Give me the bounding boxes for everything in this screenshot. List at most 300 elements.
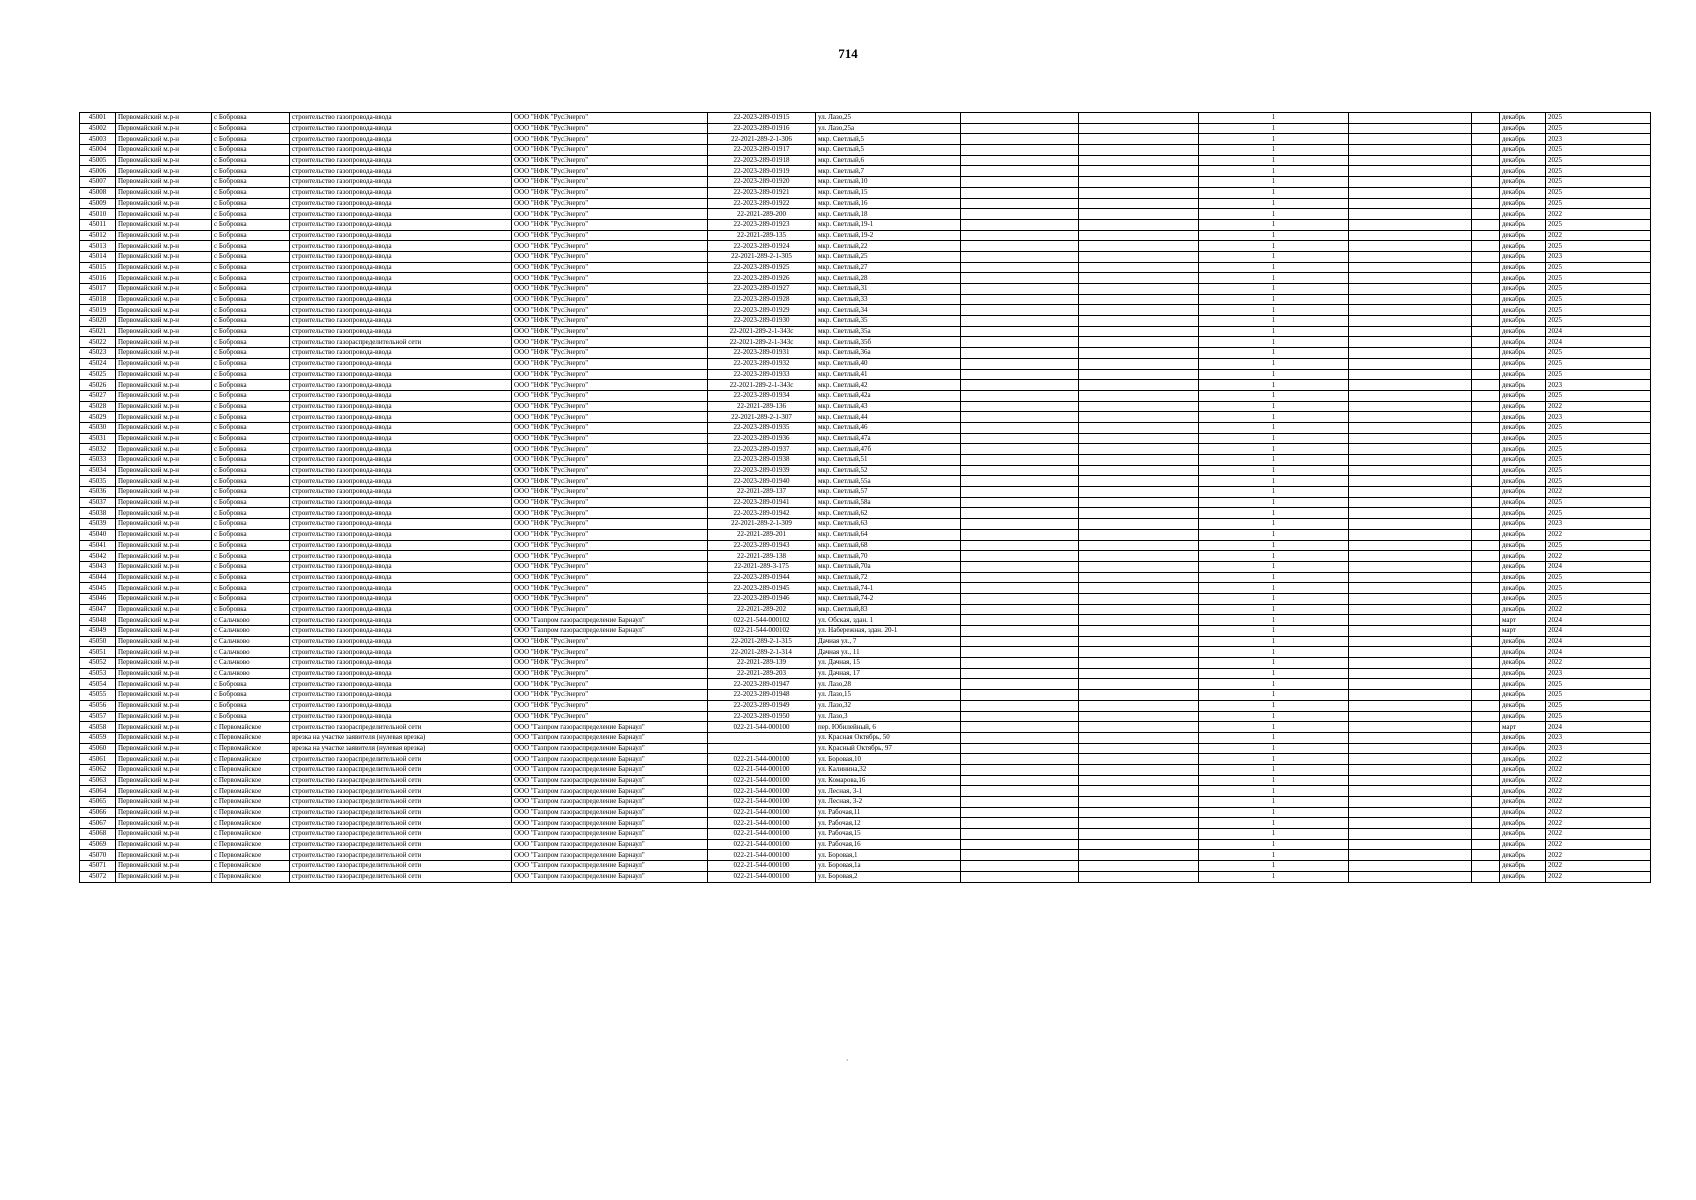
cell-col-9 [1079,829,1199,840]
cell-address: мкр. Светлый,35 [816,316,961,327]
cell-address: ул. Калинина,32 [816,764,961,775]
cell-year: 2024 [1546,326,1651,337]
cell-work-type: строительство газопровода-ввода [290,422,512,433]
cell-col-12 [1472,540,1500,551]
cell-record-id: 45013 [80,241,116,252]
cell-settlement: с Бобровка [212,326,290,337]
cell-record-id: 45071 [80,861,116,872]
cell-quantity: 1 [1199,177,1349,188]
cell-work-type: строительство газопровода-ввода [290,690,512,701]
cell-col-8 [961,850,1079,861]
cell-record-id: 45047 [80,604,116,615]
cell-year: 2025 [1546,422,1651,433]
cell-organization: ООО "НФК "РусЭнерго" [512,700,708,711]
cell-record-id: 45017 [80,284,116,295]
cell-settlement: с Сальчково [212,615,290,626]
cell-year: 2023 [1546,134,1651,145]
cell-quantity: 1 [1199,241,1349,252]
table-row [80,198,1651,209]
cell-month: декабрь [1500,636,1546,647]
cell-year: 2022 [1546,230,1651,241]
cell-work-type: строительство газопровода-ввода [290,380,512,391]
cell-month: декабрь [1500,412,1546,423]
cell-organization: ООО "Газпром газораспределение Барнаул" [512,861,708,872]
cell-quantity: 1 [1199,209,1349,220]
cell-col-11 [1349,284,1472,295]
cell-quantity: 1 [1199,583,1349,594]
cell-col-11 [1349,797,1472,808]
cell-col-9 [1079,305,1199,316]
cell-work-type: строительство газопровода-ввода [290,636,512,647]
table-row [80,219,1651,230]
cell-col-12 [1472,241,1500,252]
cell-month: декабрь [1500,732,1546,743]
cell-month: декабрь [1500,337,1546,348]
cell-month: декабрь [1500,818,1546,829]
cell-record-id: 45050 [80,636,116,647]
cell-col-12 [1472,358,1500,369]
table-row [80,807,1651,818]
cell-year: 2025 [1546,444,1651,455]
table-row [80,700,1651,711]
cell-col-11 [1349,658,1472,669]
cell-district: Первомайский м.р-н [116,497,212,508]
cell-year: 2025 [1546,123,1651,134]
cell-col-8 [961,615,1079,626]
cell-record-id: 45037 [80,497,116,508]
cell-col-9 [1079,123,1199,134]
cell-cadastral-number: 022-21-544-000100 [708,861,816,872]
cell-col-9 [1079,711,1199,722]
cell-settlement: с Бобровка [212,145,290,156]
cell-cadastral-number: 22-2023-289-01917 [708,145,816,156]
cell-cadastral-number: 22-2023-289-01937 [708,444,816,455]
cell-col-12 [1472,722,1500,733]
cell-month: декабрь [1500,540,1546,551]
cell-organization: ООО "НФК "РусЭнерго" [512,326,708,337]
cell-organization: ООО "Газпром газораспределение Барнаул" [512,722,708,733]
cell-address: мкр. Светлый,34 [816,305,961,316]
cell-district: Первомайский м.р-н [116,123,212,134]
cell-record-id: 45057 [80,711,116,722]
cell-col-11 [1349,380,1472,391]
cell-quantity: 1 [1199,551,1349,562]
cell-cadastral-number: 22-2023-289-01922 [708,198,816,209]
cell-settlement: с Бобровка [212,700,290,711]
cell-record-id: 45021 [80,326,116,337]
cell-col-11 [1349,155,1472,166]
cell-col-12 [1472,230,1500,241]
cell-month: декабрь [1500,829,1546,840]
cell-col-8 [961,433,1079,444]
cell-cadastral-number: 22-2021-289-2-1-307 [708,412,816,423]
cell-quantity: 1 [1199,326,1349,337]
cell-col-12 [1472,369,1500,380]
cell-col-9 [1079,700,1199,711]
cell-organization: ООО "Газпром газораспределение Барнаул" [512,829,708,840]
cell-organization: ООО "Газпром газораспределение Барнаул" [512,615,708,626]
cell-record-id: 45016 [80,273,116,284]
cell-quantity: 1 [1199,251,1349,262]
cell-work-type: строительство газопровода-ввода [290,219,512,230]
cell-cadastral-number: 22-2023-289-01928 [708,294,816,305]
cell-month: декабрь [1500,807,1546,818]
cell-month: декабрь [1500,422,1546,433]
cell-col-11 [1349,850,1472,861]
cell-col-12 [1472,326,1500,337]
cell-address: ул. Лазо,28 [816,679,961,690]
cell-month: декабрь [1500,123,1546,134]
cell-cadastral-number: 022-21-544-000100 [708,797,816,808]
cell-col-12 [1472,690,1500,701]
cell-col-9 [1079,145,1199,156]
cell-month: декабрь [1500,593,1546,604]
table-row [80,615,1651,626]
cell-year: 2022 [1546,871,1651,882]
cell-quantity: 1 [1199,861,1349,872]
cell-cadastral-number: 022-21-544-000100 [708,850,816,861]
cell-record-id: 45064 [80,786,116,797]
cell-cadastral-number: 22-2023-289-01934 [708,390,816,401]
cell-address: мкр. Светлый,6 [816,155,961,166]
cell-record-id: 45008 [80,187,116,198]
cell-cadastral-number: 022-21-544-000100 [708,775,816,786]
table-row [80,123,1651,134]
cell-record-id: 45014 [80,251,116,262]
cell-col-12 [1472,316,1500,327]
cell-col-11 [1349,871,1472,882]
cell-quantity: 1 [1199,807,1349,818]
cell-organization: ООО "НФК "РусЭнерго" [512,679,708,690]
cell-settlement: с Бобровка [212,251,290,262]
cell-year: 2022 [1546,209,1651,220]
cell-col-9 [1079,134,1199,145]
cell-col-11 [1349,476,1472,487]
cell-organization: ООО "НФК "РусЭнерго" [512,390,708,401]
cell-settlement: с Первомайское [212,871,290,882]
cell-address: мкр. Светлый,33 [816,294,961,305]
cell-month: декабрь [1500,305,1546,316]
cell-cadastral-number: 22-2023-289-01921 [708,187,816,198]
cell-address: мкр. Светлый,58а [816,497,961,508]
cell-col-9 [1079,262,1199,273]
cell-settlement: с Бобровка [212,497,290,508]
cell-cadastral-number: 22-2021-289-138 [708,551,816,562]
cell-quantity: 1 [1199,850,1349,861]
cell-work-type: строительство газопровода-ввода [290,476,512,487]
cell-record-id: 45041 [80,540,116,551]
cell-year: 2022 [1546,807,1651,818]
cell-cadastral-number: 22-2021-289-137 [708,487,816,498]
cell-quantity: 1 [1199,294,1349,305]
cell-col-12 [1472,561,1500,572]
cell-settlement: с Бобровка [212,519,290,530]
cell-year: 2025 [1546,305,1651,316]
cell-settlement: с Бобровка [212,604,290,615]
cell-quantity: 1 [1199,786,1349,797]
cell-district: Первомайский м.р-н [116,732,212,743]
cell-year: 2025 [1546,583,1651,594]
table-row [80,273,1651,284]
cell-col-9 [1079,604,1199,615]
cell-district: Первомайский м.р-н [116,145,212,156]
cell-col-9 [1079,380,1199,391]
table-row [80,711,1651,722]
cell-organization: ООО "НФК "РусЭнерго" [512,497,708,508]
cell-settlement: с Первомайское [212,754,290,765]
cell-settlement: с Бобровка [212,679,290,690]
table-row [80,487,1651,498]
table-row [80,540,1651,551]
cell-col-12 [1472,850,1500,861]
cell-month: декабрь [1500,487,1546,498]
cell-month: декабрь [1500,145,1546,156]
cell-address: мкр. Светлый,72 [816,572,961,583]
cell-address: ул. Лазо,32 [816,700,961,711]
cell-record-id: 45038 [80,508,116,519]
cell-col-8 [961,690,1079,701]
cell-quantity: 1 [1199,155,1349,166]
cell-quantity: 1 [1199,187,1349,198]
cell-year: 2022 [1546,529,1651,540]
cell-settlement: с Бобровка [212,241,290,252]
table-row [80,433,1651,444]
cell-district: Первомайский м.р-н [116,551,212,562]
cell-district: Первомайский м.р-н [116,572,212,583]
cell-record-id: 45031 [80,433,116,444]
table-row [80,861,1651,872]
cell-settlement: с Бобровка [212,690,290,701]
cell-work-type: строительство газораспределительной сети [290,861,512,872]
cell-col-9 [1079,647,1199,658]
cell-cadastral-number: 022-21-544-000100 [708,786,816,797]
cell-record-id: 45053 [80,668,116,679]
cell-address: мкр. Светлый,55а [816,476,961,487]
cell-settlement: с Бобровка [212,209,290,220]
cell-col-8 [961,337,1079,348]
cell-quantity: 1 [1199,455,1349,466]
table-body [80,113,1651,883]
cell-district: Первомайский м.р-н [116,262,212,273]
cell-district: Первомайский м.р-н [116,465,212,476]
cell-month: декабрь [1500,519,1546,530]
cell-month: декабрь [1500,433,1546,444]
cell-col-8 [961,284,1079,295]
cell-year: 2025 [1546,241,1651,252]
cell-district: Первомайский м.р-н [116,754,212,765]
table-row [80,508,1651,519]
table-row [80,764,1651,775]
cell-year: 2025 [1546,690,1651,701]
cell-year: 2025 [1546,700,1651,711]
cell-organization: ООО "НФК "РусЭнерго" [512,444,708,455]
cell-year: 2025 [1546,145,1651,156]
cell-organization: ООО "НФК "РусЭнерго" [512,561,708,572]
cell-col-12 [1472,166,1500,177]
cell-district: Первомайский м.р-н [116,658,212,669]
cell-quantity: 1 [1199,166,1349,177]
cell-col-9 [1079,401,1199,412]
cell-record-id: 45020 [80,316,116,327]
table-row [80,337,1651,348]
cell-year: 2025 [1546,540,1651,551]
cell-year: 2025 [1546,369,1651,380]
cell-record-id: 45005 [80,155,116,166]
cell-year: 2025 [1546,679,1651,690]
cell-year: 2023 [1546,412,1651,423]
cell-district: Первомайский м.р-н [116,583,212,594]
cell-cadastral-number: 22-2021-289-136 [708,401,816,412]
cell-col-8 [961,807,1079,818]
cell-col-12 [1472,839,1500,850]
cell-col-8 [961,861,1079,872]
cell-month: декабрь [1500,348,1546,359]
cell-month: декабрь [1500,700,1546,711]
cell-settlement: с Первомайское [212,850,290,861]
cell-month: декабрь [1500,797,1546,808]
cell-col-9 [1079,743,1199,754]
cell-col-12 [1472,711,1500,722]
cell-month: декабрь [1500,690,1546,701]
cell-quantity: 1 [1199,647,1349,658]
cell-col-11 [1349,604,1472,615]
cell-address: мкр. Светлый,15 [816,187,961,198]
cell-quantity: 1 [1199,775,1349,786]
cell-work-type: строительство газораспределительной сети [290,807,512,818]
cell-settlement: с Бобровка [212,380,290,391]
cell-quantity: 1 [1199,284,1349,295]
table-row [80,166,1651,177]
cell-organization: ООО "НФК "РусЭнерго" [512,572,708,583]
cell-work-type: строительство газопровода-ввода [290,166,512,177]
cell-col-11 [1349,764,1472,775]
cell-quantity: 1 [1199,818,1349,829]
cell-month: декабрь [1500,679,1546,690]
cell-cadastral-number: 22-2021-289-203 [708,668,816,679]
table-row [80,251,1651,262]
cell-work-type: строительство газораспределительной сети [290,797,512,808]
cell-record-id: 45012 [80,230,116,241]
cell-month: декабрь [1500,198,1546,209]
cell-col-12 [1472,422,1500,433]
table-row [80,529,1651,540]
cell-settlement: с Бобровка [212,401,290,412]
cell-col-11 [1349,551,1472,562]
table-row [80,113,1651,124]
cell-organization: ООО "НФК "РусЭнерго" [512,134,708,145]
cell-quantity: 1 [1199,230,1349,241]
cell-work-type: строительство газопровода-ввода [290,284,512,295]
cell-cadastral-number: 22-2023-289-01938 [708,455,816,466]
cell-district: Первомайский м.р-н [116,316,212,327]
cell-organization: ООО "НФК "РусЭнерго" [512,540,708,551]
table-row [80,818,1651,829]
cell-settlement: с Сальчково [212,668,290,679]
cell-col-12 [1472,754,1500,765]
cell-col-12 [1472,775,1500,786]
cell-quantity: 1 [1199,593,1349,604]
cell-col-12 [1472,636,1500,647]
cell-record-id: 45042 [80,551,116,562]
cell-quantity: 1 [1199,722,1349,733]
cell-address: мкр. Светлый,74-1 [816,583,961,594]
cell-record-id: 45007 [80,177,116,188]
cell-record-id: 45034 [80,465,116,476]
cell-col-12 [1472,145,1500,156]
cell-col-11 [1349,412,1472,423]
cell-address: мкр. Светлый,46 [816,422,961,433]
cell-col-11 [1349,465,1472,476]
cell-district: Первомайский м.р-н [116,647,212,658]
cell-year: 2025 [1546,273,1651,284]
cell-quantity: 1 [1199,743,1349,754]
cell-cadastral-number: 22-2021-289-2-1-343с [708,326,816,337]
cell-col-12 [1472,294,1500,305]
cell-quantity: 1 [1199,797,1349,808]
cell-col-8 [961,604,1079,615]
cell-col-9 [1079,465,1199,476]
cell-settlement: с Бобровка [212,284,290,295]
cell-col-8 [961,636,1079,647]
cell-col-12 [1472,412,1500,423]
cell-district: Первомайский м.р-н [116,187,212,198]
cell-col-8 [961,380,1079,391]
cell-col-9 [1079,444,1199,455]
cell-col-8 [961,209,1079,220]
table-row [80,561,1651,572]
table-row [80,690,1651,701]
cell-work-type: строительство газопровода-ввода [290,455,512,466]
cell-cadastral-number: 22-2021-289-2-1-309 [708,519,816,530]
cell-quantity: 1 [1199,113,1349,124]
cell-cadastral-number: 22-2023-289-01939 [708,465,816,476]
cell-organization: ООО "НФК "РусЭнерго" [512,476,708,487]
cell-month: декабрь [1500,241,1546,252]
cell-organization: ООО "НФК "РусЭнерго" [512,177,708,188]
cell-col-11 [1349,230,1472,241]
cell-district: Первомайский м.р-н [116,358,212,369]
cell-month: декабрь [1500,284,1546,295]
cell-quantity: 1 [1199,444,1349,455]
cell-organization: ООО "НФК "РусЭнерго" [512,230,708,241]
cell-district: Первомайский м.р-н [116,561,212,572]
cell-year: 2022 [1546,487,1651,498]
cell-record-id: 45002 [80,123,116,134]
cell-month: декабрь [1500,134,1546,145]
cell-col-8 [961,390,1079,401]
cell-settlement: с Первомайское [212,722,290,733]
cell-address: ул. Дачная, 15 [816,658,961,669]
cell-col-11 [1349,433,1472,444]
cell-quantity: 1 [1199,433,1349,444]
cell-col-11 [1349,348,1472,359]
cell-address: мкр. Светлый,16 [816,198,961,209]
cell-work-type: строительство газопровода-ввода [290,187,512,198]
cell-record-id: 45044 [80,572,116,583]
cell-month: декабрь [1500,871,1546,882]
cell-settlement: с Бобровка [212,123,290,134]
cell-year: 2024 [1546,561,1651,572]
cell-district: Первомайский м.р-н [116,412,212,423]
cell-record-id: 45018 [80,294,116,305]
scan-dot: · [846,1056,849,1065]
cell-year: 2022 [1546,775,1651,786]
cell-year: 2022 [1546,818,1651,829]
cell-quantity: 1 [1199,198,1349,209]
cell-col-12 [1472,433,1500,444]
cell-settlement: с Бобровка [212,273,290,284]
table-row [80,743,1651,754]
